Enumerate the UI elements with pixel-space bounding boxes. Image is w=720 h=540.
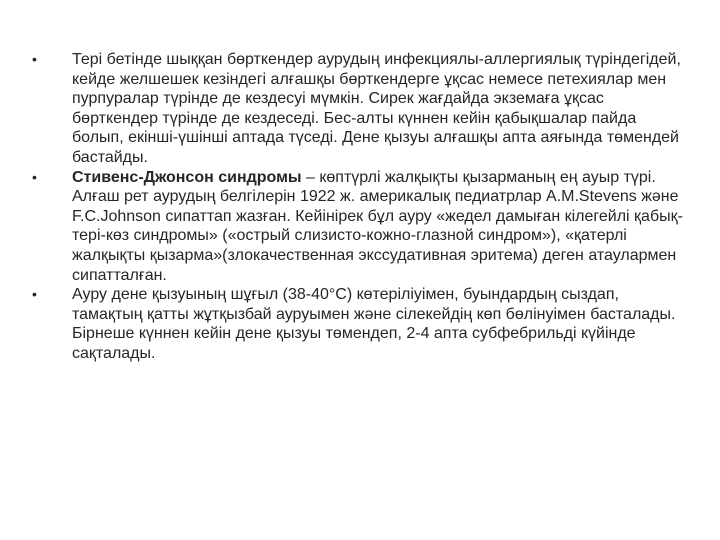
bullet-list xyxy=(32,50,692,364)
bullet-text: Ауру дене қызуының шұғыл (38-40°С) көтеріліуімен, буындардың сыздап, тамақтың қатты жұтқызбай ауруымен және сілекейдің көп бөлінуімен басталады. Бірнеше күннен кейін дене қызуы төмендеп, 2-4 апта субфебрильді күйінде сақталады. xyxy=(72,286,676,362)
bullet-term: Стивенс-Джонсон синдромы xyxy=(72,168,302,186)
bullet-marker: • xyxy=(32,51,37,67)
bullet-item-onset xyxy=(32,285,692,363)
bullet-text: Тері бетінде шыққан бөрткендер аурудың инфекциялы-аллергиялық түріндегідей, кейде желшешек кезіндегі алғашқы бөрткендерге ұқсас немесе петехиялар мен пурпуралар түрінде де кездесуі мүмкін. Сирек жағдайда экземаға ұқсас бөрткендер түрінде де кездеседі. Бес-алты күннен кейін қабықшалар пайда болып, екінші-үшінші аптада түседі. Дене қызуы алғашқы апта аяғында төмендей бастайды. xyxy=(72,51,681,166)
bullet-marker: • xyxy=(32,286,37,303)
bullet-text: – көптүрлі жалқықты қызарманың ең ауыр түрі. Алғаш рет аурудың белгілерін 1922 ж. америкалық педиатрлар A.M.Stevens және F.C.Johnson сипаттап жазған. Кейінірек бұл ауру «жедел дамыған кілегейлі қабық-тері-көз синдромы» («острый слизисто-кожно-глазной синдром»), «қатерлі жалқықты қызарма»(злокачественная экссудативная эритема) деген атаулармен сипатталған. xyxy=(72,168,683,284)
bullet-item-stevens-johnson xyxy=(32,168,692,286)
bullet-item-rash xyxy=(32,50,692,168)
bullet-marker: • xyxy=(32,168,37,185)
